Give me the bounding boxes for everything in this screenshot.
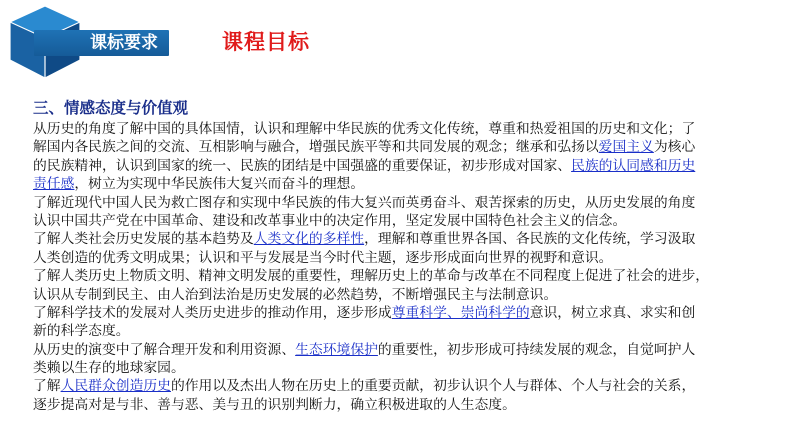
text-line: [33, 138, 793, 156]
text-segment: 了解近现代中国人民为救亡图存和实现中华民族的伟大复兴而英勇奋斗、艰苦探索的历史，从历史发展的角度: [33, 194, 696, 211]
text-line: [33, 120, 793, 138]
text-line: [33, 304, 793, 322]
text-segment: 从历史的演变中了解合理开发和利用资源、: [33, 341, 296, 358]
section-heading: 三、情感态度与价值观: [33, 99, 189, 117]
text-line: [33, 396, 793, 414]
text-line: [33, 157, 793, 175]
text-line: [33, 175, 793, 193]
text-line: [33, 377, 793, 395]
text-segment: 了解: [33, 378, 61, 395]
text-segment: 从历史的角度了解中国的具体国情，认识和理解中华民族的优秀文化传统，尊重和热爱祖国的历史和文化；了: [33, 121, 696, 137]
text-segment: 类赖以生存的地球家园。: [33, 360, 185, 377]
keyword-link[interactable]: 人民群众创造历史: [60, 378, 171, 395]
text-segment: 认识从专制到民主、由人治到法治是历史发展的必然趋势，不断增强民主与法制意识。: [33, 286, 558, 303]
keyword-link[interactable]: 生态环境保护: [295, 341, 378, 358]
body-text: [33, 120, 793, 414]
text-line: [33, 341, 793, 359]
text-segment: 解国内各民族之间的交流、互相影响与融合，增强民族平等和共同发展的观念；继承和弘扬以: [33, 139, 599, 156]
text-line: [33, 230, 793, 248]
keyword-link[interactable]: 民族的认同感和历史: [571, 157, 696, 174]
text-line: [33, 249, 793, 267]
text-segment: 的民族精神，认识到国家的统一、民族的团结是中国强盛的重要保证，初步形成对国家、: [33, 157, 572, 174]
page-title: 课程目标: [222, 30, 310, 54]
keyword-link[interactable]: 爱国主义: [598, 139, 654, 156]
badge-label: 课标要求: [90, 33, 158, 53]
text-segment: ，理解和尊重世界各国、各民族的文化传统，学习汲取: [364, 231, 696, 248]
text-segment: ，树立为实现中华民族伟大复兴而奋斗的理想。: [74, 176, 365, 193]
text-line: [33, 286, 793, 304]
text-line: [33, 267, 793, 285]
text-line: [33, 322, 793, 340]
text-line: [33, 359, 793, 377]
text-line: [33, 194, 793, 212]
text-segment: 认识中国共产党在中国革命、建设和改革事业中的决定作用，坚定发展中国特色社会主义的信念。: [33, 212, 627, 229]
text-segment: 意识，树立求真、求实和创: [529, 304, 696, 321]
text-segment: 了解人类历史上物质文明、精神文明发展的重要性，理解历史上的革命与改革在不同程度上促进了社会的进步，: [33, 268, 710, 285]
text-segment: 了解人类社会历史发展的基本趋势及: [33, 231, 254, 248]
text-segment: 新的科学态度。: [33, 323, 130, 340]
text-segment: 的作用以及杰出人物在历史上的重要贡献，初步认识个人与群体、个人与社会的关系，: [170, 378, 696, 395]
text-line: [33, 212, 793, 230]
text-segment: 人类创造的优秀文明成果；认识和平与发展是当今时代主题，逐步形成面向世界的视野和意识。: [33, 249, 613, 266]
keyword-link[interactable]: 责任感: [33, 176, 75, 193]
keyword-link[interactable]: 人类文化的多样性: [253, 231, 365, 248]
keyword-link[interactable]: 尊重科学、崇尚科学的: [391, 304, 530, 321]
text-segment: 了解科学技术的发展对人类历史进步的推动作用，逐步形成: [33, 304, 392, 321]
text-segment: 逐步提高对是与非、善与恶、美与丑的识别判断力，确立积极进取的人生态度。: [33, 396, 516, 413]
text-segment: 为核心: [653, 139, 696, 156]
text-segment: 的重要性，初步形成可持续发展的观念，自觉呵护人: [377, 341, 696, 358]
